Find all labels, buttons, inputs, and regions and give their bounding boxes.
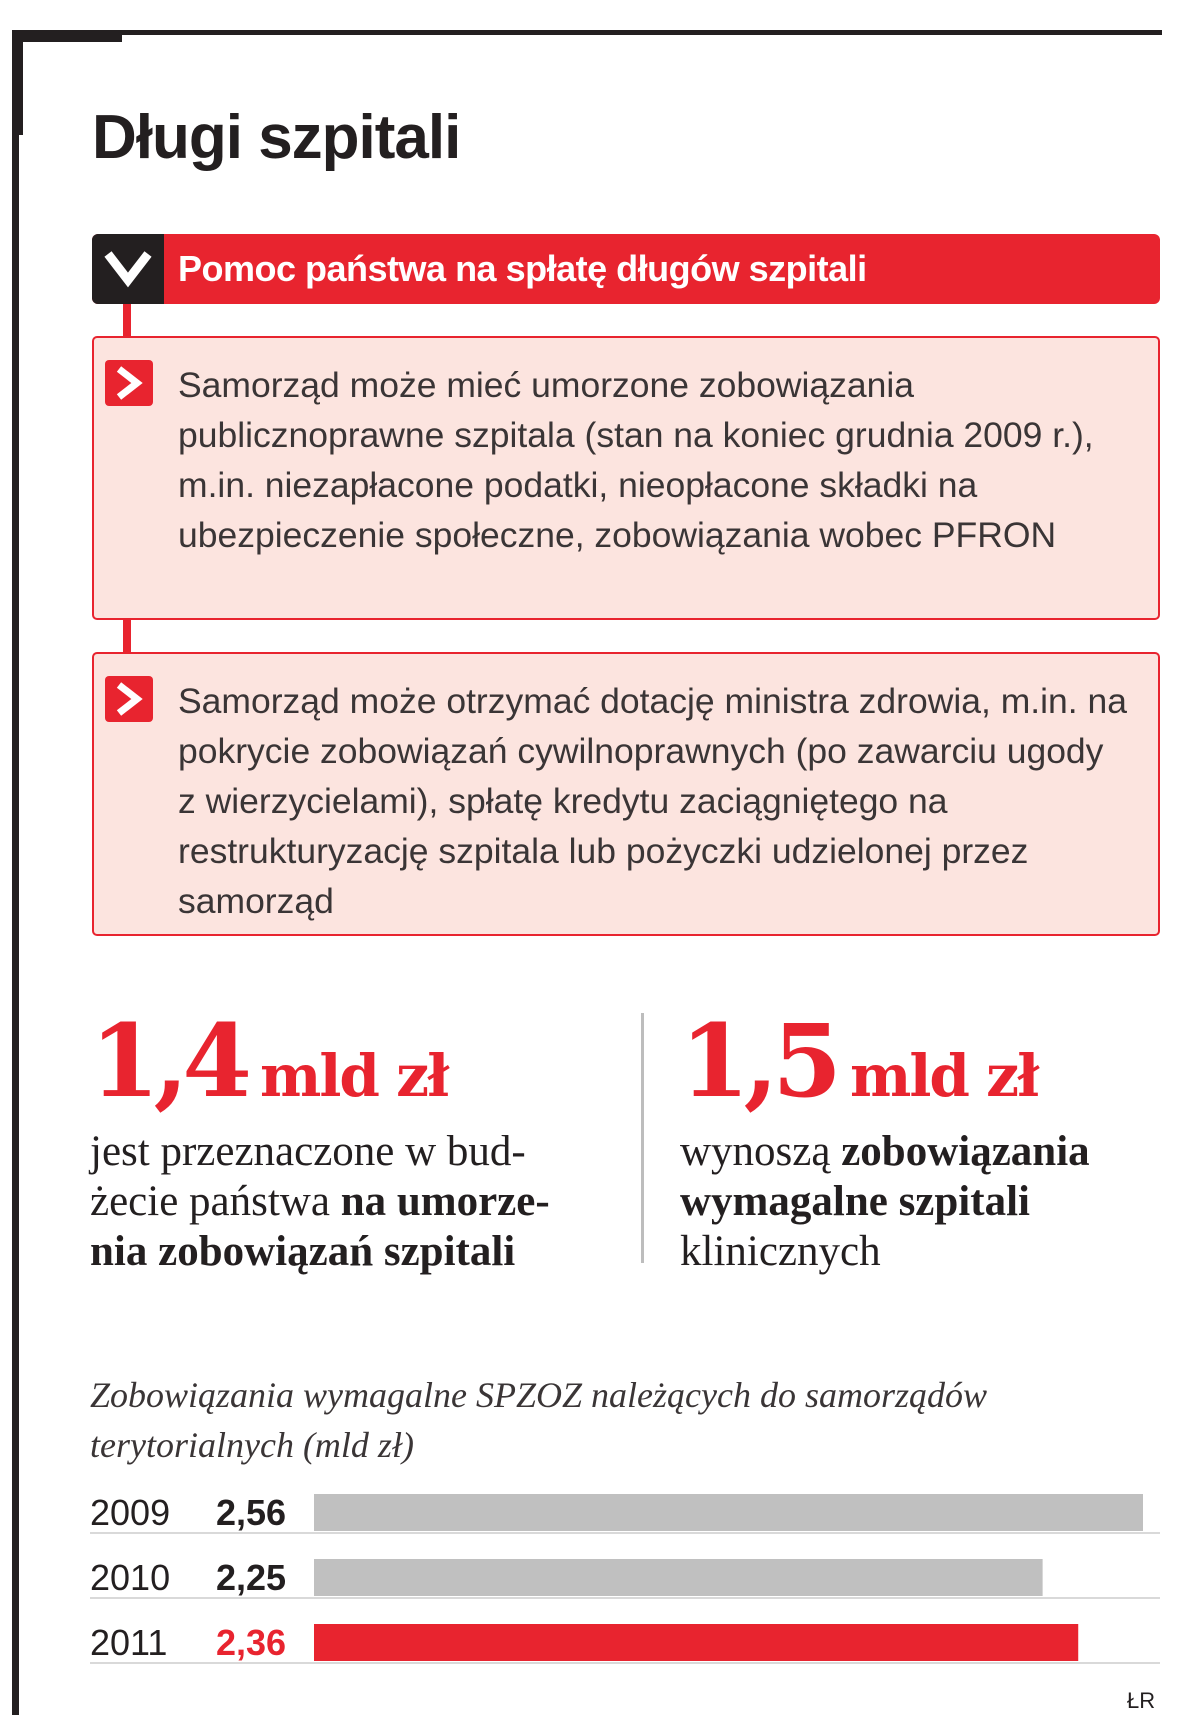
stat-unit: mld zł [849, 1042, 1038, 1110]
info-box-text: Samorząd może mieć umorzone zobowiązania publicznoprawne szpitala (stan na koniec grudnia 2009 r.), m.in. niezapłacone podatki, nieopłacone składki na ubezpieczenie społeczne, zobowiązania wobec PFRON [178, 365, 1094, 555]
bar-2009 [314, 1494, 1143, 1531]
page-title: Długi szpitali [92, 103, 461, 172]
info-box-text: Samorząd może otrzymać dotację ministra zdrowia, m.in. na pokrycie zobowiązań cywilnoprawnych (po zawarciu ugody z wierzycielami), spłatę kredytu zaciągniętego na restrukturyzację szpitala lub pożyczki udzielonej przez samorząd [178, 681, 1127, 921]
stat-unit: mld zł [259, 1042, 448, 1110]
category-label: 2009 [90, 1492, 171, 1533]
category-label: 2011 [90, 1622, 168, 1663]
stat-number: 1,5 [680, 1002, 836, 1120]
stat-clinical-description: wynoszą zobowiązania wymagalne szpitali klinicznych [680, 1128, 1090, 1275]
section-header-title: Pomoc państwa na spłatę długów szpitali [178, 248, 867, 289]
value-label: 2,36 [216, 1622, 287, 1663]
stat-budget-description: jest przeznaczone w bud- żecie państwa na umorze- nia zobowiązań szpitali [90, 1128, 550, 1275]
stat-number: 1,4 [90, 1002, 246, 1120]
bar-2011 [314, 1624, 1078, 1661]
category-label: 2010 [90, 1557, 171, 1598]
author-credit: ŁR [1127, 1688, 1156, 1713]
value-label: 2,25 [216, 1557, 287, 1598]
chart-title: Zobowiązania wymagalne SPZOZ należących do samorządów terytorialnych (mld zł) [90, 1375, 988, 1465]
value-label: 2,56 [216, 1492, 287, 1533]
bar-2010 [314, 1559, 1043, 1596]
